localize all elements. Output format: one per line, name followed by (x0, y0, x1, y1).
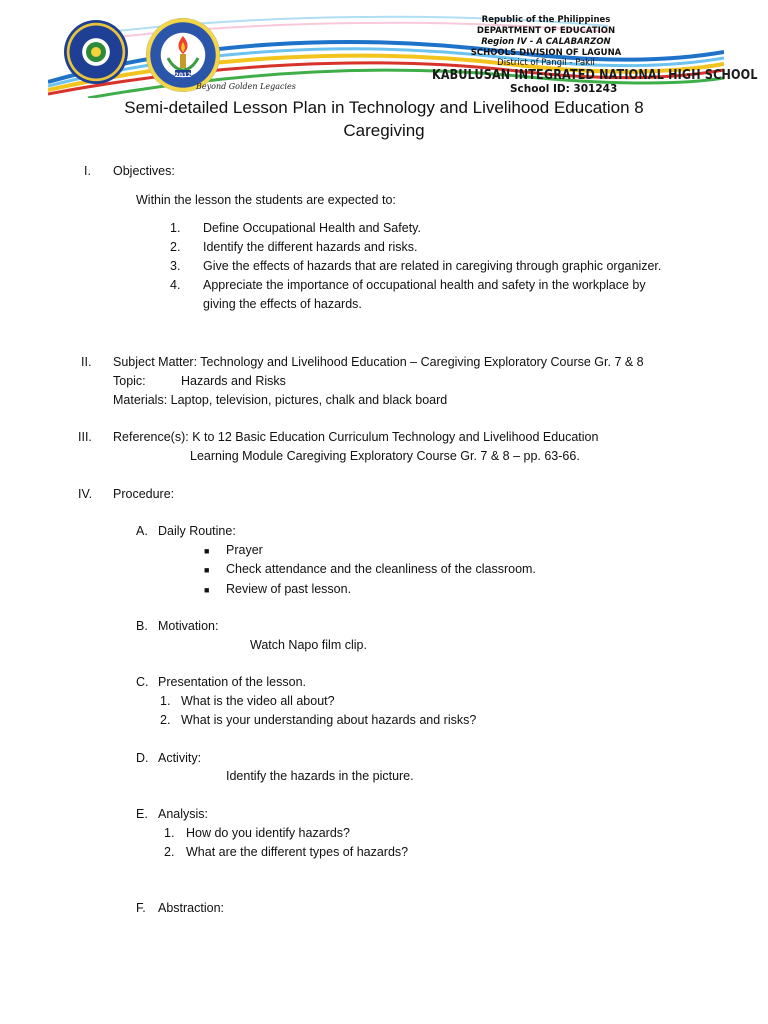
list-item: Appreciate the importance of occupational health and safety in the workplace by (203, 278, 646, 292)
school-seal-icon (146, 18, 220, 92)
list-item: How do you identify hazards? (186, 826, 350, 840)
school-name: KABULUSAN INTEGRATED NATIONAL HIGH SCHOOL (432, 68, 758, 83)
subsection-heading: Analysis: (158, 807, 209, 821)
header-republic: Republic of the Philippines (481, 15, 611, 25)
list-number: 1. (170, 221, 181, 235)
square-bullet-icon: ■ (204, 585, 210, 595)
list-number: 2. (170, 240, 181, 254)
references-line: Reference(s): K to 12 Basic Education Curriculum Technology and Livelihood Education (113, 430, 599, 444)
subsection-heading: Presentation of the lesson. (158, 675, 307, 689)
subsection-letter: B. (136, 619, 148, 633)
bullet-item: Check attendance and the cleanliness of the classroom. (226, 562, 536, 576)
list-number: 2. (164, 845, 175, 859)
subsection-heading: Activity: (158, 751, 202, 765)
section-heading: Procedure: (113, 487, 175, 501)
list-number: 3. (170, 259, 181, 273)
section-numeral: III. (78, 430, 92, 444)
activity-text: Identify the hazards in the picture. (226, 769, 414, 783)
lesson-plan-subtitle: Caregiving (343, 121, 425, 140)
header-region: Region IV - A CALABARZON (481, 37, 611, 47)
list-item: What are the different types of hazards? (186, 845, 409, 859)
list-number: 1. (160, 694, 171, 708)
list-number: 2. (160, 713, 171, 727)
school-header-banner (48, 12, 758, 98)
subsection-heading: Daily Routine: (158, 524, 236, 538)
school-motto: Beyond Golden Legacies (196, 82, 296, 91)
topic-value: Hazards and Risks (181, 374, 286, 388)
division-of-laguna-seal-icon (64, 20, 128, 84)
subsection-letter: F. (136, 901, 146, 915)
list-number: 1. (164, 826, 175, 840)
subsection-letter: A. (136, 524, 148, 538)
subsection-letter: D. (136, 751, 149, 765)
list-item: Define Occupational Health and Safety. (203, 221, 421, 235)
motivation-text: Watch Napo film clip. (250, 638, 367, 652)
bullet-item: Review of past lesson. (226, 582, 352, 596)
square-bullet-icon: ■ (204, 546, 210, 556)
section-numeral: IV. (78, 487, 93, 501)
topic-label: Topic: (113, 374, 146, 388)
subsection-heading: Abstraction: (158, 901, 225, 915)
references-line-continued: Learning Module Caregiving Exploratory Course Gr. 7 & 8 – pp. 63-66. (190, 449, 580, 463)
bullet-item: Prayer (226, 543, 263, 557)
list-item: Identify the different hazards and risks. (203, 240, 418, 254)
lesson-plan-title: Semi-detailed Lesson Plan in Technology and Livelihood Education 8 (124, 98, 644, 117)
square-bullet-icon: ■ (204, 565, 210, 575)
materials-line: Materials: Laptop, television, pictures, chalk and black board (113, 393, 448, 407)
header-department: DEPARTMENT OF EDUCATION (476, 26, 616, 36)
list-item: What is your understanding about hazards and risks? (181, 713, 477, 727)
section-heading: Objectives: (113, 164, 175, 178)
section-numeral: I. (84, 164, 91, 178)
subsection-heading: Motivation: (158, 619, 219, 633)
section-numeral: II. (81, 355, 92, 369)
subject-matter-line: Subject Matter: Technology and Livelihood Education – Caregiving Exploratory Course Gr. 7 & 8 (113, 355, 644, 369)
seal-year: 2012 (174, 72, 192, 79)
school-id: School ID: 301243 (510, 83, 618, 95)
header-district: District of Pangil - Pakil (497, 58, 595, 68)
subsection-letter: E. (136, 807, 148, 821)
objectives-intro: Within the lesson the students are expected to: (136, 193, 396, 207)
list-number: 4. (170, 278, 181, 292)
header-division: SCHOOLS DIVISION OF LAGUNA (470, 48, 622, 58)
list-item-continued: giving the effects of hazards. (203, 297, 362, 311)
list-item: What is the video all about? (181, 694, 335, 708)
list-item: Give the effects of hazards that are related in caregiving through graphic organizer. (203, 259, 662, 273)
subsection-letter: C. (136, 675, 149, 689)
